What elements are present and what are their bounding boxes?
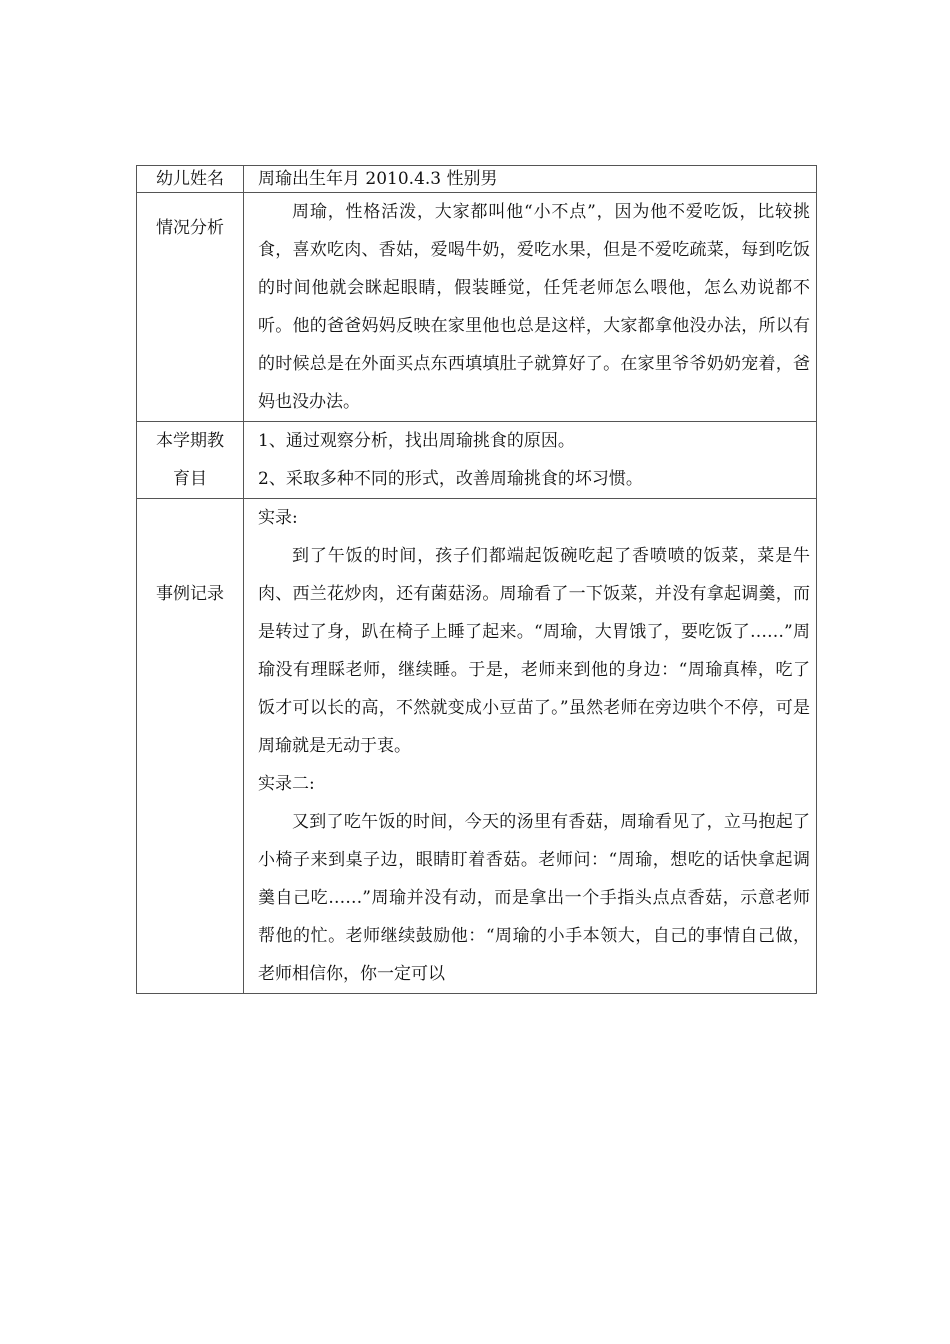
record-text-2: 又到了吃午饭的时间，今天的汤里有香菇，周瑜看见了，立马抱起了小椅子来到桌子边，眼睛盯着香菇。老师问：“周瑜，想吃的话快拿起调羹自己吃……”周瑜并没有动，而是拿出一个手指头点点香菇，示意老师帮他的忙。老师继续鼓励他：“周瑜的小手本领大，自己的事情自己做，老师相信你，你一定可以 [258, 812, 810, 984]
row-child-name [137, 166, 817, 193]
label-case-records: 事例记录 [137, 499, 244, 994]
label-education-goals-line2: 育目 [173, 469, 207, 489]
label-child-name: 幼儿姓名 [137, 166, 244, 193]
child-record-table [136, 165, 817, 994]
record-heading-2: 实录二: [258, 774, 315, 794]
row-case-records [137, 499, 817, 994]
goal-item-1: 1、通过观察分析，找出周瑜挑食的原因。 [258, 431, 575, 451]
goal-item-2: 2、采取多种不同的形式，改善周瑜挑食的坏习惯。 [258, 469, 643, 489]
label-education-goals-line1: 本学期教 [156, 431, 224, 451]
label-situation-analysis: 情况分析 [137, 193, 244, 422]
record-heading-1: 实录: [258, 508, 298, 528]
label-education-goals [137, 422, 244, 499]
situation-analysis-cell [244, 193, 817, 422]
situation-analysis-text: 周瑜，性格活泼，大家都叫他“小不点”，因为他不爱吃饭，比较挑食，喜欢吃肉、香姑，爱喝牛奶，爱吃水果，但是不爱吃疏菜，每到吃饭的时间他就会眯起眼睛，假装睡觉，任凭老师怎么喂他，怎么劝说都不听。他的爸爸妈妈反映在家里他也总是这样，大家都拿他没办法，所以有的时候总是在外面买点东西填填肚子就算好了。在家里爷爷奶奶宠着，爸妈也没办法。 [258, 202, 810, 412]
row-education-goals [137, 422, 817, 499]
child-basic-info: 周瑜出生年月 2010.4.3 性别男 [244, 166, 817, 193]
case-records-cell [244, 499, 817, 994]
record-text-1: 到了午饭的时间，孩子们都端起饭碗吃起了香喷喷的饭菜，菜是牛肉、西兰花炒肉，还有菌菇汤。周瑜看了一下饭菜，并没有拿起调羹，而是转过了身，趴在椅子上睡了起来。“周瑜，大胃饿了，要吃饭了……”周瑜没有理睬老师，继续睡。于是，老师来到他的身边：“周瑜真棒，吃了饭才可以长的高，不然就变成小豆苗了。”虽然老师在旁边哄个不停，可是周瑜就是无动于衷。 [258, 546, 810, 756]
row-situation-analysis [137, 193, 817, 422]
education-goals-cell [244, 422, 817, 499]
